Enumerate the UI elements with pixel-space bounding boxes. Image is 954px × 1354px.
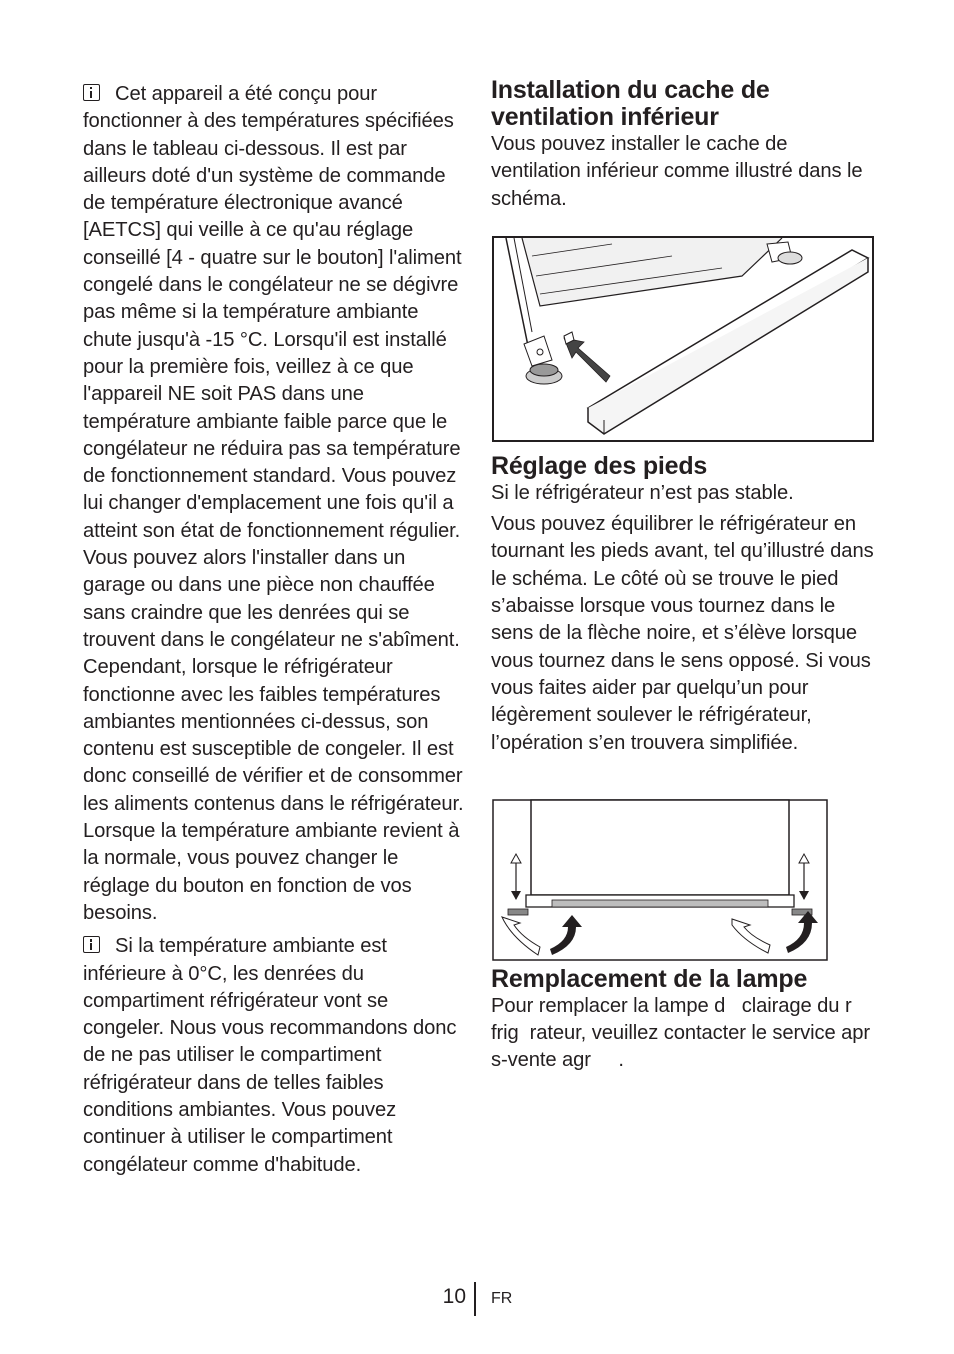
heading-feet-adjustment: Réglage des pieds bbox=[491, 451, 708, 480]
language-code: FR bbox=[491, 1290, 513, 1307]
info-paragraph-1 bbox=[83, 81, 469, 927]
heading-ventilation-cover: Installation du cache de ventilation inférieur bbox=[491, 76, 770, 131]
footer-divider bbox=[474, 1282, 476, 1316]
ventilation-cover-illustration bbox=[492, 236, 874, 442]
lamp-replacement-text: Pour remplacer la lampe d clairage du r frig rateur, veuillez contacter le service apr s-vente agr . bbox=[491, 994, 882, 1072]
ventilation-cover-text: Vous pouvez installer le cache de ventilation inférieur comme illustré dans le schéma. bbox=[491, 133, 863, 210]
info-paragraph-2 bbox=[83, 933, 469, 1179]
page-number: 10 bbox=[442, 1285, 466, 1308]
left-column bbox=[83, 81, 469, 1185]
info-text-2: Si la température ambiante est inférieure à 0°C, les denrées du compartiment réfrigérateur vont se congeler. Nous vous recommandons donc de ne pas utiliser le compartiment réfrigérateur dans de telles faibles conditions ambiantes. Vous pouvez continuer à utiliser le compartiment congélateur comme d'habitude. bbox=[83, 935, 457, 1176]
info-icon bbox=[83, 936, 100, 953]
info-text-1: Cet appareil a été conçu pour fonctionner à des températures spécifiées dans le tableau ci-dessous. Il est par ailleurs doté d'un système de commande de température électronique avancé [AETCS] qui veille à ce qu'au réglage conseillé [4 - quatre sur le bouton] l'aliment congelé dans le congélateur ne se dégivre pas même si la température ambiante chute jusqu'à -15 °C. Lorsqu'il est installé pour la première fois, veillez à ce que l'appareil NE soit PAS dans une température ambiante faible parce que le congélateur ne réduira pas sa température de fonctionnement standard. Vous pouvez lui changer d'emplacement une fois qu'il a atteint son état de fonctionnement régulier. Vous pouvez alors l'installer dans un garage ou dans une pièce non chauffée sans craindre que les denrées qui se trouvent dans le congélateur ne s'abîment. Cependant, lorsque le réfrigérateur fonctionne avec les faibles températures ambiantes mentionnées ci-dessus, son contenu est susceptible de congeler. Il est donc conseillé de vérifier et de consommer les aliments contenus dans le réfrigérateur. Lorsque la température ambiante revient à la normale, vous pouvez changer le réglage du bouton en fonction de vos besoins. bbox=[83, 83, 464, 924]
info-icon bbox=[83, 84, 100, 101]
feet-text-2: Vous pouvez équilibrer le réfrigérateur en tournant les pieds avant, tel qu’illustré dans le schéma. Le côté où se trouve le pied s’abaisse lorsque vous tournez dans le sens de la flèche noire, et s’élève lorsque vous tournez dans le sens opposé. Si vous vous faites aider par quelqu’un pour légèrement soulever le réfrigérateur, l’opération s’en trouvera simplifiée. bbox=[491, 513, 874, 754]
feet-text-1: Si le réfrigérateur n’est pas stable. bbox=[491, 481, 794, 504]
heading-lamp-replacement: Remplacement de la lampe bbox=[491, 964, 808, 993]
feet-adjustment-illustration bbox=[492, 799, 828, 961]
